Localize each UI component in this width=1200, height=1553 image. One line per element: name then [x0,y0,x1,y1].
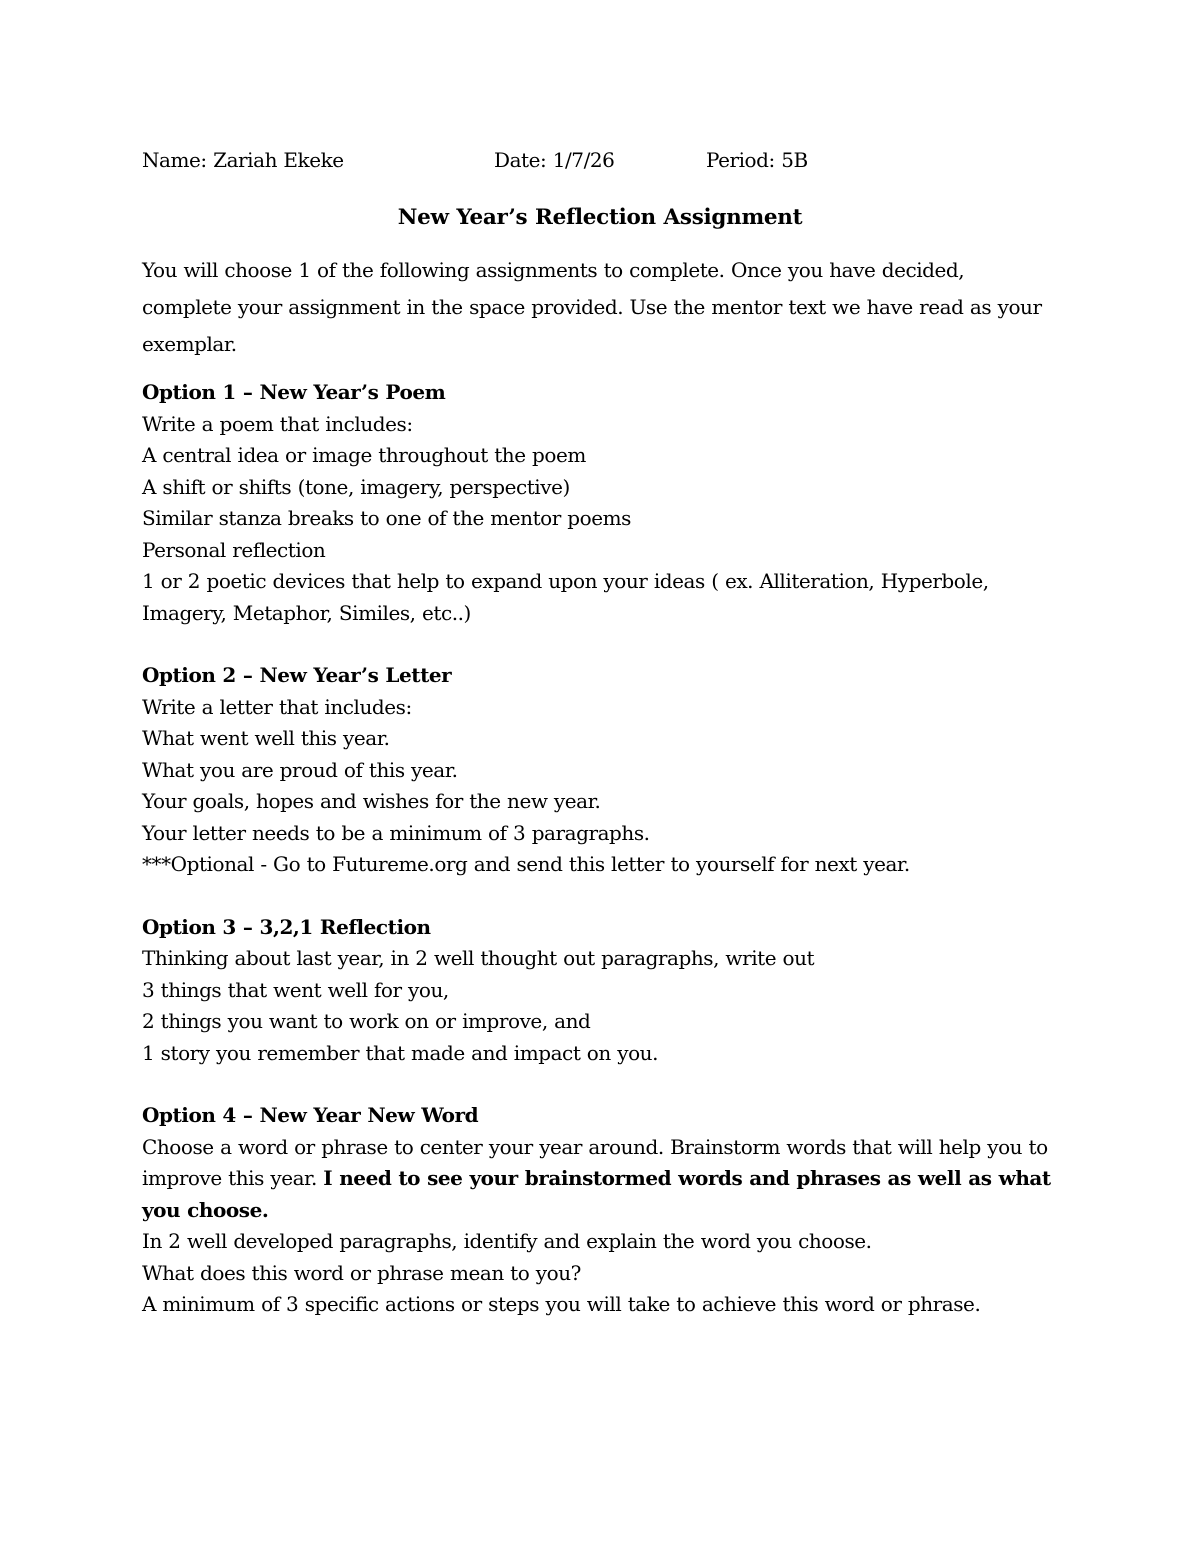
instructions-paragraph: You will choose 1 of the following assignments to complete. Once you have decided, complete your assignment in the space provided. Use the mentor text we have read as your exemplar. [142,258,1042,356]
option-4-intro-text: Choose a word or phrase to center your year around. Brainstorm words that will help you to improve this year. [142,1134,1048,1190]
option-1-section [142,377,1072,629]
page-title: New Year’s Reflection Assignment [397,205,803,230]
option-4-heading: Option 4 – New Year New Word [142,1103,479,1127]
option-line: What went well this year. [142,726,390,750]
option-4-section [142,1100,1072,1321]
assignment-date: Date: 1/7/26 [494,148,615,172]
option-line: Write a poem that includes: [142,411,413,436]
student-header [142,140,1072,180]
option-line: Your goals, hopes and wishes for the new year. [142,789,601,813]
option-line: 1 story you remember that made and impact on you. [142,1040,659,1065]
option-line: What does this word or phrase mean to you? [142,1260,581,1285]
option-line: 1 or 2 poetic devices that help to expand upon your ideas ( ex. Alliteration, Hyperbole, Imagery, Metaphor, Similes, etc..) [142,569,989,625]
option-line: A minimum of 3 specific actions or steps you will take to achieve this word or phrase. [142,1292,981,1316]
option-4-intro [142,1132,1072,1227]
option-4-intro-emphasis: I need to see your brainstormed words and phrases as well as what you choose. [142,1166,1051,1222]
option-1-heading: Option 1 – New Year’s Poem [142,380,446,404]
document-content [142,140,1072,1321]
option-2-heading: Option 2 – New Year’s Letter [142,663,452,687]
option-line: ***Optional - Go to Futureme.org and send this letter to yourself for next year. [142,852,910,876]
option-line: Write a letter that includes: [142,694,412,719]
option-line: In 2 well developed paragraphs, identify and explain the word you choose. [142,1229,872,1253]
option-line: What you are proud of this year. [142,757,458,782]
option-line: Similar stanza breaks to one of the mentor poems [142,506,631,530]
option-line: Your letter needs to be a minimum of 3 paragraphs. [142,820,650,845]
option-line: 2 things you want to work on or improve, and [142,1009,591,1033]
option-line: A central idea or image throughout the poem [142,443,586,467]
class-period: Period: 5B [706,148,808,172]
option-2-section [142,660,1072,881]
option-line: Thinking about last year, in 2 well thought out paragraphs, write out [142,946,815,970]
option-3-section [142,912,1072,1070]
option-3-heading: Option 3 – 3,2,1 Reflection [142,914,431,939]
option-line: 3 things that went well for you, [142,977,449,1002]
option-line: Personal reflection [142,537,326,562]
option-line: A shift or shifts (tone, imagery, perspective) [142,474,570,499]
student-name: Name: Zariah Ekeke [142,148,344,172]
